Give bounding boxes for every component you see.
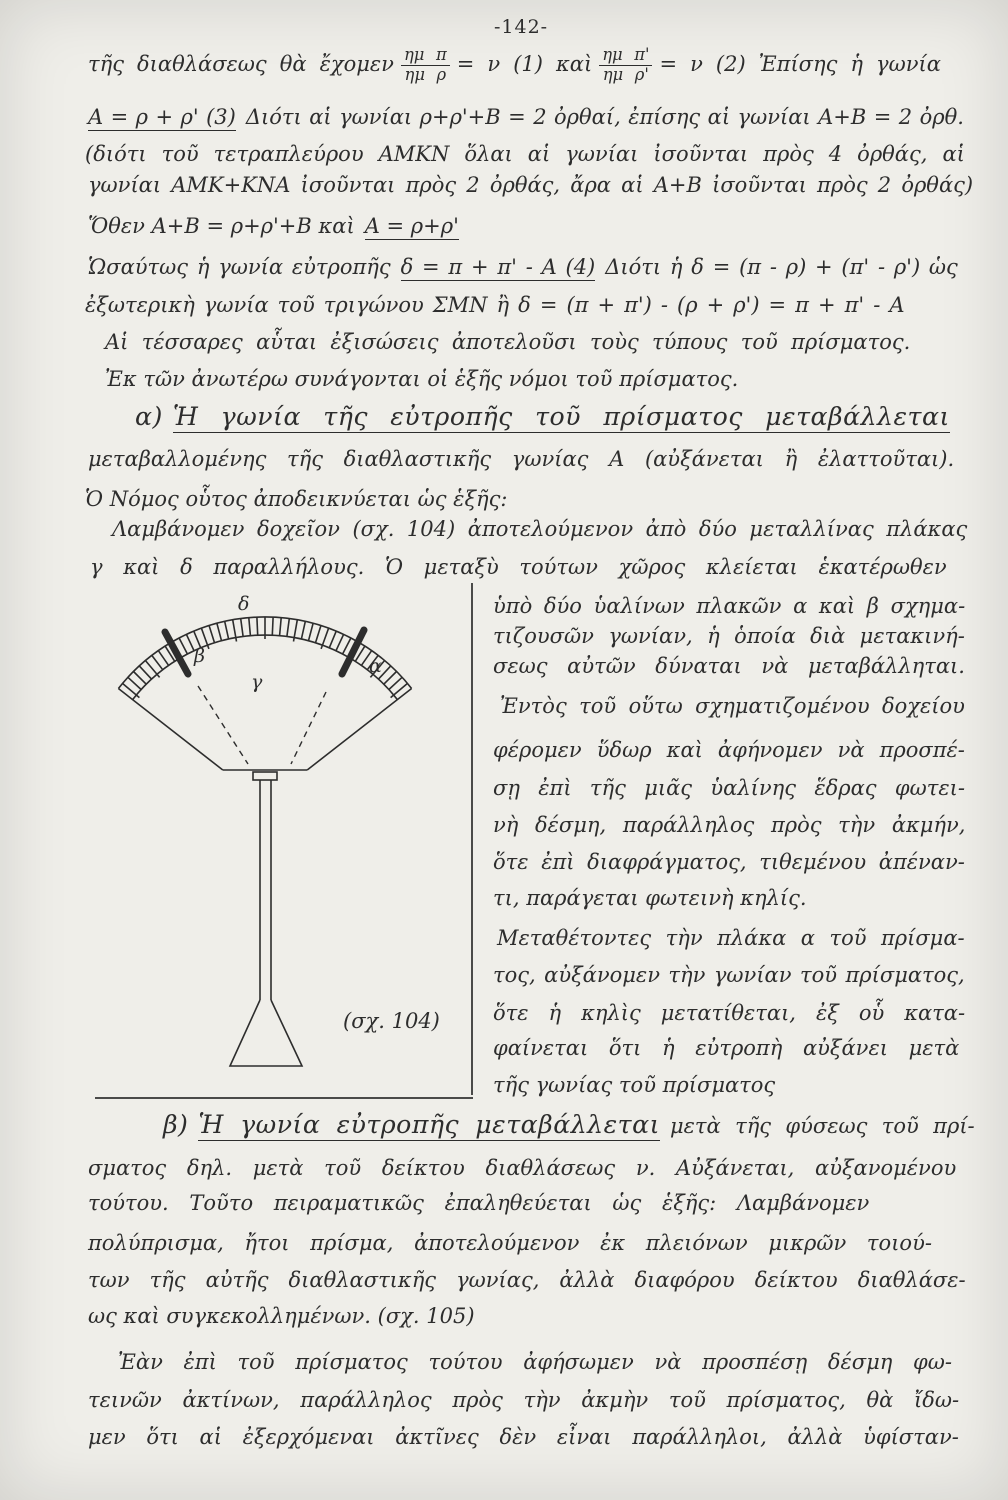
column-line: ὑπὸ δύο ὑαλίνων πλακῶν α καὶ β σχημα- (493, 594, 966, 618)
scale-tick (241, 619, 243, 637)
scale-tick (134, 672, 147, 685)
scale-tick (139, 666, 151, 679)
figure-label-alpha: α (369, 655, 382, 677)
text-segment: Διότι ἡ δ = (π - ρ) + (π' - ρ') ὡς (605, 255, 958, 279)
text-line: Ἐὰν ἐπὶ τοῦ πρίσματος τούτου ἀφήσωμεν νὰ προσπέσῃ δέσμη φω- (118, 1350, 952, 1374)
scale-tick (257, 617, 258, 635)
scale-tick (128, 677, 141, 689)
vessel-left-side (118, 689, 222, 771)
column-line: νὴ δέσμη, παράλληλος πρὸς τὴν ἀκμήν, (493, 813, 966, 837)
scale-tick (209, 626, 214, 643)
section-marker: α) (135, 402, 163, 431)
section-heading-text: Ἡ γωνία τῆς εὐτροπῆς τοῦ πρίσματος μεταβάλλεται (172, 402, 950, 431)
scale-tick (280, 618, 282, 636)
figure-label-delta: δ (238, 593, 250, 615)
text-line: πολύπρισμα, ἤτοι πρίσμα, ἀποτελούμενον ἐκ πλειόνων μικρῶν τοιού- (88, 1231, 932, 1255)
scale-tick (272, 617, 273, 635)
page-number: -142- (494, 16, 549, 38)
fraction-denominator: ημ ρ' (602, 64, 649, 84)
scale-tick (186, 634, 194, 650)
text-segment: = ν (2) Ἐπίσης ἡ γωνία (659, 51, 941, 76)
text-segment: μετὰ τῆς φύσεως τοῦ πρί- (669, 1114, 975, 1138)
text-line: τεινῶν ἀκτίνων, παράλληλος πρὸς τὴν ἀκμὴν τοῦ πρίσματος, θὰ ἴδω- (88, 1388, 960, 1412)
text-segment: Διότι αἱ γωνίαι ρ+ρ'+Β = 2 ὀρθαί, ἐπίσης αἱ γωνίαι Α+Β = 2 ὀρθ. (245, 105, 964, 129)
scale-tick (301, 621, 305, 639)
scale-tick (389, 677, 402, 689)
ray-dashed-line (198, 686, 248, 764)
text-line: των τῆς αὐτῆς διαθλαστικῆς γωνίας, ἀλλὰ διαφόρου δείκτου διαθλάσε- (88, 1268, 966, 1292)
ray-dashed-line (291, 692, 326, 764)
text-line: Ἐκ τῶν ἀνωτέρω συνάγονται οἱ ἑξῆς νόμοι τοῦ πρίσματος. (105, 367, 739, 391)
fraction-denominator: ημ ρ (404, 64, 447, 84)
column-line: τιζουσῶν γωνίαν, ἡ ὁποία διὰ μετακινή- (493, 624, 965, 648)
scale-tick (249, 618, 251, 636)
text-line: Λαμβάνομεν δοχεῖον (σχ. 104) ἀποτελούμενον ἀπὸ δύο μεταλλίνας πλάκας (112, 517, 968, 541)
glass-plate-beta (165, 632, 188, 674)
vessel-right-side (307, 689, 411, 771)
text-segment: τῆς διαθλάσεως θὰ ἔχομεν (88, 51, 394, 76)
scale-tick (152, 655, 163, 669)
section-marker: β) (163, 1110, 189, 1139)
text-segment: Ὡσαύτως ἡ γωνία εὐτροπῆς (88, 255, 391, 279)
scale-tick (179, 638, 187, 654)
text-segment: = ν (1) καὶ (456, 51, 593, 76)
text-line: μεταβαλλομένης τῆς διαθλαστικῆς γωνίας Α (αὐξάνεται ἢ ἐλαττοῦται). (88, 447, 955, 471)
column-line: Μεταθέτοντες τὴν πλάκα α τοῦ πρίσμα- (497, 926, 965, 950)
section-heading-b (163, 1112, 975, 1139)
formula-4: δ = π + π' - Α (4) (400, 255, 596, 279)
figure-caption: (σχ. 104) (343, 1009, 440, 1033)
scale-tick (217, 623, 222, 640)
column-line: φαίνεται ὅτι ἡ εὐτροπὴ αὐξάνει μετὰ (493, 1036, 960, 1060)
scale-tick (384, 672, 397, 685)
text-line: γωνίαι ΑΜΚ+ΚΝΑ ἰσοῦνται πρὸς 2 ὀρθάς, ἄρα αἱ Α+Β ἰσοῦνται πρὸς 2 ὀρθάς) (88, 173, 974, 197)
stand-foot (230, 1000, 302, 1066)
text-line: γ καὶ δ παραλλήλους. Ὁ μεταξὺ τούτων χῶρος κλείεται ἑκατέρωθεν (90, 555, 947, 579)
section-heading-text: Ἡ γωνία εὐτροπῆς μεταβάλλεται (198, 1110, 660, 1139)
column-line: σῃ ἐπὶ τῆς μιᾶς ὑαλίνης ἕδρας φωτει- (493, 776, 965, 800)
text-line: μεν ὅτι αἱ ἐξερχόμεναι ἀκτῖνες δὲν εἶναι παράλληλοι, ἀλλὰ ὑφίσταν- (88, 1425, 959, 1449)
text-line: ως καὶ συγκεκολλημένων. (σχ. 105) (88, 1304, 475, 1328)
formula-a-equals: Α = ρ+ρ' (364, 214, 459, 238)
column-line: Ἐντὸς τοῦ οὕτω σχηματιζομένου δοχείου (500, 694, 965, 718)
column-line: ὅτε ἐπὶ διαφράγματος, τιθεμένου ἀπέναν- (493, 850, 965, 874)
text-line: τούτου. Τοῦτο πειραματικῶς ἐπαληθεύεται ὡς ἑξῆς: Λαμβάνομεν (88, 1191, 870, 1215)
fraction-numerator: ημ π (401, 46, 450, 66)
text-line: ἐξωτερικὴ γωνία τοῦ τριγώνου ΣΜΝ ἢ δ = (π + π') - (ρ + ρ') = π + π' - Α (85, 293, 905, 317)
fraction-snell-1 (401, 46, 450, 85)
figure-label-gamma: γ (251, 671, 263, 693)
text-line (88, 213, 459, 239)
text-segment: Ὅθεν Α+Β = ρ+ρ'+Β καὶ (88, 214, 355, 238)
fraction-numerator: ημ π' (599, 46, 652, 66)
text-line: (διότι τοῦ τετραπλεύρου ΑΜΚΝ ὅλαι αἱ γωνίαι ἰσοῦνται πρὸς 4 ὀρθάς, αἱ (85, 142, 965, 166)
column-line: φέρομεν ὕδωρ καὶ ἀφήνομεν νὰ προσπέ- (493, 738, 965, 762)
text-line: Ὁ Νόμος οὗτος ἀποδεικνύεται ὡς ἑξῆς: (85, 487, 508, 511)
section-heading-a (135, 404, 950, 431)
column-line: σεως αὐτῶν δύναται νὰ μεταβάλληται. (493, 654, 965, 678)
text-line-formulas-1-2 (88, 46, 941, 85)
scale-tick (309, 623, 314, 640)
figure-label-beta: β (194, 645, 205, 667)
figure-divider-horizontal (95, 1097, 473, 1099)
column-line: τῆς γωνίας τοῦ πρίσματος (493, 1073, 776, 1097)
column-line: ὅτε ἡ κηλὶς μετατίθεται, ἐξ οὗ κατα- (493, 1001, 966, 1025)
text-line: σματος δηλ. μετὰ τοῦ δείκτου διαθλάσεως ν. Αὐξάνεται, αὐξανομένου (88, 1156, 957, 1180)
column-line: τος, αὐξάνομεν τὴν γωνίαν τοῦ πρίσματος, (493, 963, 965, 987)
scale-tick (329, 631, 336, 648)
formula-3: Α = ρ + ρ' (3) (88, 105, 236, 129)
scale-tick (158, 651, 168, 666)
scale-tick (287, 619, 289, 637)
text-line: Αἱ τέσσαρες αὗται ἐξισώσεις ἀποτελοῦσι τοὺς τύπους τοῦ πρίσματος. (105, 330, 911, 354)
stand-cap (253, 772, 277, 780)
text-line (88, 104, 964, 130)
scale-tick (336, 634, 344, 650)
column-line: τι, παράγεται φωτεινὴ κηλίς. (493, 886, 807, 910)
fraction-snell-2 (599, 46, 652, 85)
text-line (88, 254, 958, 280)
scale-tick (225, 621, 229, 639)
scale-tick (316, 626, 321, 643)
